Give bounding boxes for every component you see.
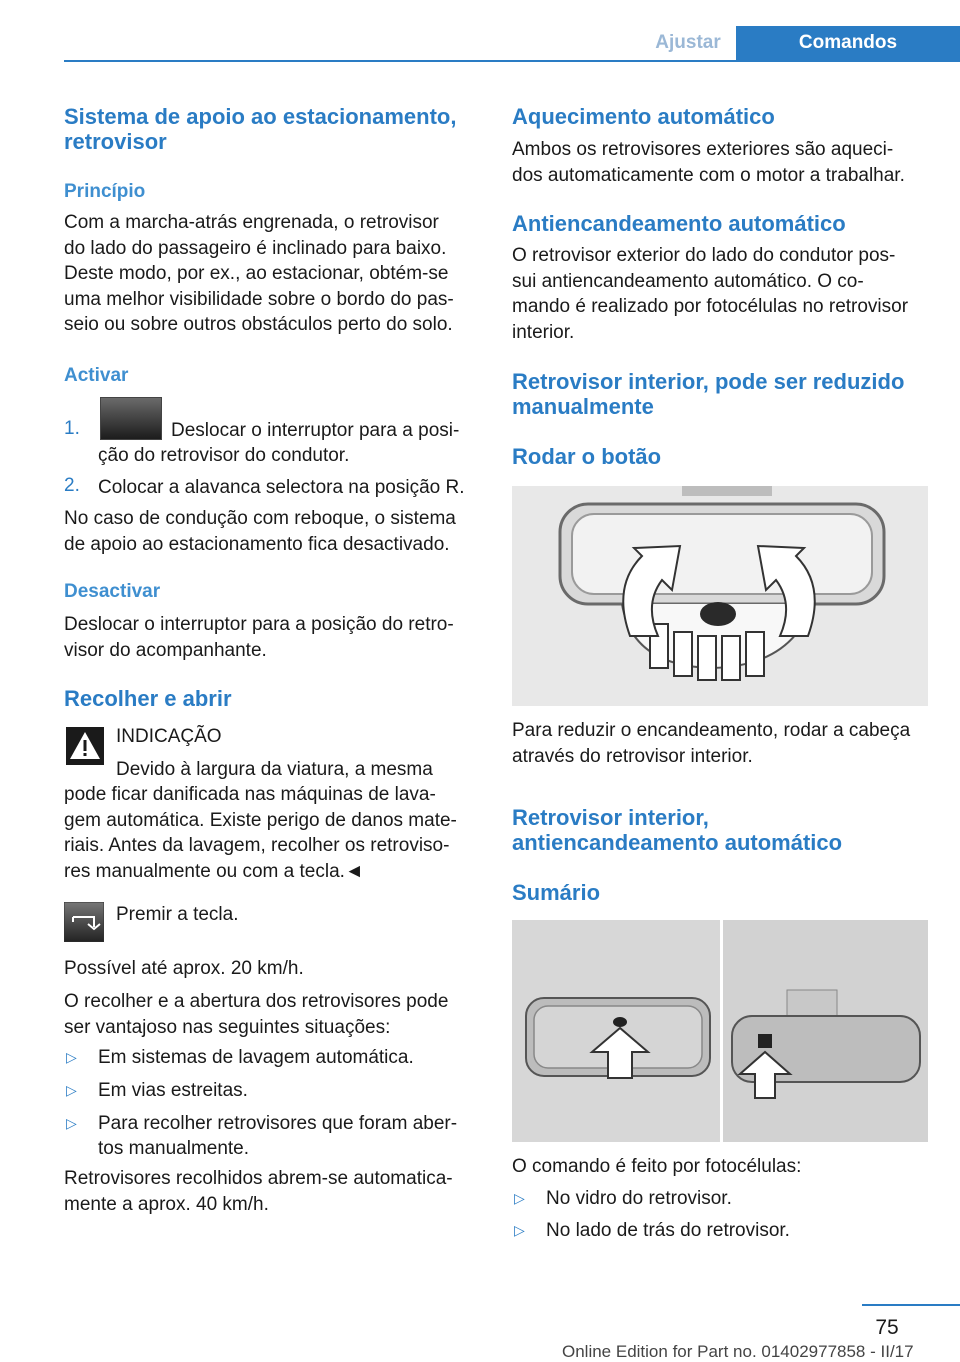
bullet-item-cont: tos manualmente. [98,1138,250,1159]
mirror-rotate-illustration [512,486,928,706]
edition-text: Online Edition for Part no. 01402977858 - II/17 [562,1342,914,1361]
text-line: Ambos os retrovisores exteriores são aqueci- [512,139,894,160]
heading-rodar: Rodar o botão [512,444,662,469]
text-line: mando é realizado por fotocélulas no retrovisor [512,296,909,317]
mirror-fold-button-icon [64,902,104,942]
text-line: Com a marcha-atrás engrenada, o retrovisor [64,212,439,233]
text-line: do lado do passageiro é inclinado para baixo. [64,237,447,259]
recolhidos-paragraph [64,1166,484,1217]
text-line: Retrovisores recolhidos abrem-se automatica- [64,1168,453,1189]
bullet-icon: ▷ [514,1190,525,1206]
bullet-item: No vidro do retrovisor. [546,1188,732,1209]
bullet-item: Para recolher retrovisores que foram aber- [98,1113,458,1134]
photocell-illustration [512,920,928,1142]
tab-ajustar[interactable]: Ajustar [655,32,721,53]
desactivar-paragraph [64,612,484,663]
heading-antiencandeamento: Antiencandeamento automático [512,211,846,236]
step-number: 2. [64,475,80,496]
warning-line-1: Devido à largura da viatura, a mesma [116,759,433,780]
heading-activar: Activar [64,365,129,386]
bullet-item: No lado de trás do retrovisor. [546,1220,790,1241]
antienc-paragraph [512,243,942,345]
text-line: riais. Antes da lavagem, recolher os retroviso- [64,835,450,856]
bullet-item: Em sistemas de lavagem automática. [98,1047,414,1068]
text-line: Para reduzir o encandeamento, rodar a cabeça [512,720,911,741]
text-line: dos automaticamente com o motor a trabalhar. [512,164,905,186]
text-line: pode ficar danificada nas máquinas de lava- [64,784,436,805]
heading-recolher-abrir: Recolher e abrir [64,686,232,711]
title-line: Retrovisor interior, pode ser reduzido [512,369,905,394]
text-line: O recolher e a abertura dos retrovisores pode [64,991,449,1012]
heading-interior-auto [512,805,842,855]
title-line: Retrovisor interior, [512,805,709,830]
bullet-icon: ▷ [66,1115,77,1131]
section-title-parking-aid [64,104,484,154]
aquecimento-paragraph [512,137,942,188]
title-line: manualmente [512,394,654,419]
step-number: 1. [64,418,80,439]
title-line: Sistema de apoio ao estacionamento, [64,104,457,129]
reduzir-paragraph [512,718,942,769]
heading-interior-manual [512,369,904,419]
title-line: retrovisor [64,129,167,154]
heading-aquecimento: Aquecimento automático [512,104,775,129]
text-line: seio ou sobre outros obstáculos perto do solo. [64,314,453,335]
text-line: através do retrovisor interior. [512,745,753,767]
bullet-icon: ▷ [66,1049,77,1065]
text-line: res manualmente ou com a tecla.◄ [64,860,364,882]
text-line: Deslocar o interruptor para a posição do retro- [64,614,454,635]
step-1-line-1: Deslocar o interruptor para a posi- [171,420,460,441]
warning-paragraph [64,782,484,884]
text-line: interior. [512,321,575,343]
text-line: No caso de condução com reboque, o sistema [64,508,456,529]
text-line: Deste modo, por ex., ao estacionar, obtém-se [64,263,449,284]
parking-aid-switch-icon [100,397,162,440]
comando-text: O comando é feito por fotocélulas: [512,1156,802,1177]
heading-sumario: Sumário [512,880,601,905]
text-line: gem automática. Existe perigo de danos mate- [64,809,457,831]
indicacao-label: INDICAÇÃO [116,726,222,747]
step-2-line-1: Colocar a alavanca selectora na posição R. [98,477,465,498]
principio-paragraph [64,210,484,338]
possivel-text: Possível até aprox. 20 km/h. [64,958,304,979]
step-1-line-2: ção do retrovisor do condutor. [98,445,350,466]
reboque-paragraph [64,506,484,557]
text-line: sui antiencandeamento automático. O co- [512,270,864,292]
bullet-item: Em vias estreitas. [98,1080,248,1101]
text-line: uma melhor visibilidade sobre o bordo do pas- [64,288,454,310]
text-line: ser vantajoso nas seguintes situações: [64,1016,391,1038]
text-line: O retrovisor exterior do lado do condutor pos- [512,245,896,266]
text-line: visor do acompanhante. [64,639,267,661]
text-line: de apoio ao estacionamento fica desactivado. [64,533,450,555]
warning-icon [66,727,104,765]
tab-comandos[interactable]: Comandos [736,26,960,62]
heading-desactivar: Desactivar [64,581,161,602]
premir-text: Premir a tecla. [116,904,239,925]
vantajoso-paragraph [64,989,484,1040]
page-number: 75 [875,1316,899,1339]
title-line: antiencandeamento automático [512,830,843,855]
text-line: mente a aprox. 40 km/h. [64,1193,269,1215]
bullet-icon: ▷ [66,1082,77,1098]
heading-principio: Princípio [64,181,146,202]
bullet-icon: ▷ [514,1222,525,1238]
footer-rule [862,1304,960,1306]
